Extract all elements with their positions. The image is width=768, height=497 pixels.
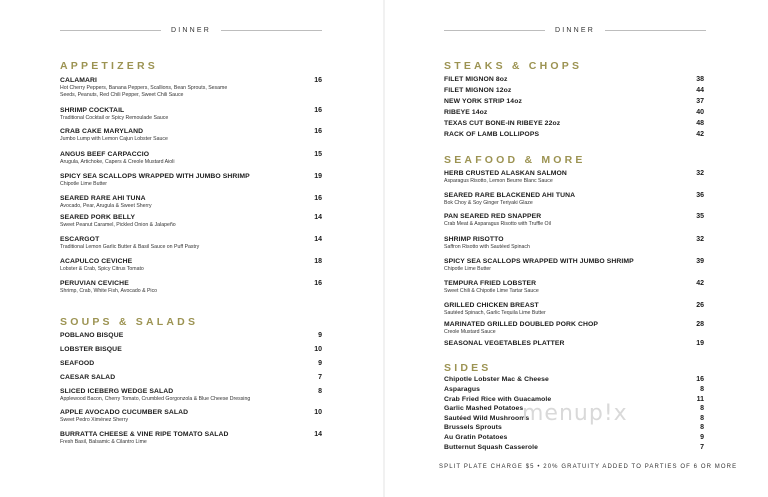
- item-price: 16: [696, 376, 704, 383]
- item-price: 16: [314, 195, 322, 202]
- item-price: 14: [314, 431, 322, 438]
- menu-item: RACK OF LAMB LOLLIPOPS: [444, 131, 540, 138]
- menu-item: SEARED PORK BELLY Sweet Peanut Caramel, Pickled Onion & Jalapeño: [60, 214, 176, 228]
- menu-item: Butternut Squash Casserole: [444, 444, 538, 451]
- menu-item: CAESAR SALAD: [60, 374, 116, 381]
- item-price: 48: [696, 120, 704, 127]
- item-price: 37: [696, 98, 704, 105]
- item-price: 35: [696, 213, 704, 220]
- menu-item: SPICY SEA SCALLOPS WRAPPED WITH JUMBO SHRIMP Chipotle Lime Butter: [60, 173, 250, 187]
- menu-item: Crab Fried Rice with Guacamole: [444, 396, 552, 403]
- seafood-more-title: SEAFOOD & MORE: [444, 154, 586, 166]
- menu-item: HERB CRUSTED ALASKAN SALMON Asparagus Risotto, Lemon Beurre Blanc Sauce: [444, 170, 567, 184]
- item-price: 39: [696, 258, 704, 265]
- item-price: 38: [696, 76, 704, 83]
- item-price: 16: [314, 280, 322, 287]
- item-price: 44: [696, 87, 704, 94]
- menu-item: SEARED RARE BLACKENED AHI TUNA Bok Choy & Soy Ginger Teriyaki Glaze: [444, 192, 576, 206]
- menu-item: RIBEYE 14oz: [444, 109, 488, 116]
- menu-item: LOBSTER BISQUE: [60, 346, 122, 353]
- menu-item: SEASONAL VEGETABLES PLATTER: [444, 340, 565, 347]
- item-price: 7: [700, 444, 704, 451]
- sides-title: SIDES: [444, 362, 492, 374]
- menu-item: NEW YORK STRIP 14oz: [444, 98, 522, 105]
- item-price: 8: [700, 415, 704, 422]
- menu-item: Brussels Sprouts: [444, 424, 502, 431]
- item-price: 28: [696, 321, 704, 328]
- menu-item: BURRATTA CHEESE & VINE RIPE TOMATO SALAD Fresh Basil, Balsamic & Cilantro Lime: [60, 431, 229, 445]
- item-price: 8: [700, 386, 704, 393]
- menu-item: SEARED RARE AHI TUNA Avocado, Pear, Arugula & Sweet Sherry: [60, 195, 152, 209]
- menu-item: GRILLED CHICKEN BREAST Sautéed Spinach, Garlic Tequila Lime Butter: [444, 302, 546, 316]
- menu-item: MARINATED GRILLED DOUBLED PORK CHOP Creole Mustard Sauce: [444, 321, 599, 335]
- menu-item: Chipotle Lobster Mac & Cheese: [444, 376, 549, 383]
- menu-item: SHRIMP COCKTAIL Traditional Cocktail or Spicy Remoulade Sauce: [60, 107, 169, 121]
- item-price: 14: [314, 214, 322, 221]
- menu-item: FILET MIGNON 8oz: [444, 76, 508, 83]
- menu-item: SEAFOOD: [60, 360, 95, 367]
- menu-item: APPLE AVOCADO CUCUMBER SALAD Sweet Pedro Ximénez Sherry: [60, 409, 189, 423]
- item-price: 40: [696, 109, 704, 116]
- item-price: 10: [314, 409, 322, 416]
- item-price: 10: [314, 346, 322, 353]
- item-price: 32: [696, 170, 704, 177]
- item-price: 16: [314, 77, 322, 84]
- item-price: 14: [314, 236, 322, 243]
- item-price: 19: [696, 340, 704, 347]
- menu-item: Asparagus: [444, 386, 481, 393]
- menu-item: PERUVIAN CEVICHE Shrimp, Crab, White Fish, Avocado & Pico: [60, 280, 158, 294]
- watermark-logo: menup!x: [522, 401, 628, 426]
- item-price: 26: [696, 302, 704, 309]
- item-price: 19: [314, 173, 322, 180]
- menu-item: Garlic Mashed Potatoes: [444, 405, 524, 412]
- item-price: 11: [696, 396, 704, 403]
- dinner-label: DINNER: [554, 27, 596, 34]
- item-price: 15: [314, 151, 322, 158]
- dinner-header-right: [444, 27, 706, 34]
- item-price: 36: [696, 192, 704, 199]
- menu-item: CRAB CAKE MARYLAND Jumbo Lump with Lemon Cajun Lobster Sauce: [60, 128, 168, 142]
- menu-item: SHRIMP RISOTTO Saffron Risotto with Sautéed Spinach: [444, 236, 530, 250]
- item-price: 8: [318, 388, 322, 395]
- menu-item: POBLANO BISQUE: [60, 332, 124, 339]
- menu-item: ACAPULCO CEVICHE Lobster & Crab, Spicy Citrus Tomato: [60, 258, 144, 272]
- item-price: 16: [314, 128, 322, 135]
- menu-item: PAN SEARED RED SNAPPER Crab Meat & Asparagus Risotto with Truffle Oil: [444, 213, 551, 227]
- menu-item: TEMPURA FRIED LOBSTER Sweet Chili & Chipotle Lime Tartar Sauce: [444, 280, 539, 294]
- menu-item: ESCARGOT Traditional Lemon Garlic Butter & Basil Sauce on Puff Pastry: [60, 236, 200, 250]
- soups-salads-title: SOUPS & SALADS: [60, 316, 199, 328]
- item-price: 8: [700, 424, 704, 431]
- appetizers-title: APPETIZERS: [60, 60, 158, 72]
- menu-item: Au Gratin Potatoes: [444, 434, 508, 441]
- item-price: 7: [318, 374, 322, 381]
- steaks-chops-title: STEAKS & CHOPS: [444, 60, 583, 72]
- menu-item: SLICED ICEBERG WEDGE SALAD Applewood Bacon, Cherry Tomato, Crumbled Gorgonzola & Blue Cheese Dressing: [60, 388, 251, 402]
- menu-item: CALAMARI Hot Cherry Peppers, Banana Peppers, Scallions, Bean Sprouts, Sesame Seeds, Peanuts, Red Chili Pepper, Sweet Chili Sauce: [60, 77, 228, 98]
- menu-item: TEXAS CUT BONE-IN RIBEYE 22oz: [444, 120, 561, 127]
- item-price: 42: [696, 131, 704, 138]
- dinner-label: DINNER: [170, 27, 212, 34]
- dinner-header-left: [60, 27, 322, 34]
- menu-item: FILET MIGNON 12oz: [444, 87, 512, 94]
- item-price: 42: [696, 280, 704, 287]
- menu-item: ANGUS BEEF CARPACCIO Arugula, Artichoke, Capers & Creole Mustard Aioli: [60, 151, 175, 165]
- item-price: 32: [696, 236, 704, 243]
- item-price: 9: [318, 360, 322, 367]
- footer-note: SPLIT PLATE CHARGE $5 • 20% GRATUITY ADDED TO PARTIES OF 6 OR MORE: [439, 464, 738, 470]
- item-price: 16: [314, 107, 322, 114]
- menu-item: Sautéed Wild Mushrooms: [444, 415, 530, 422]
- item-price: 9: [700, 434, 704, 441]
- menu-item: SPICY SEA SCALLOPS WRAPPED WITH JUMBO SHRIMP Chipotle Lime Butter: [444, 258, 634, 272]
- item-price: 18: [314, 258, 322, 265]
- item-price: 9: [318, 332, 322, 339]
- item-price: 8: [700, 405, 704, 412]
